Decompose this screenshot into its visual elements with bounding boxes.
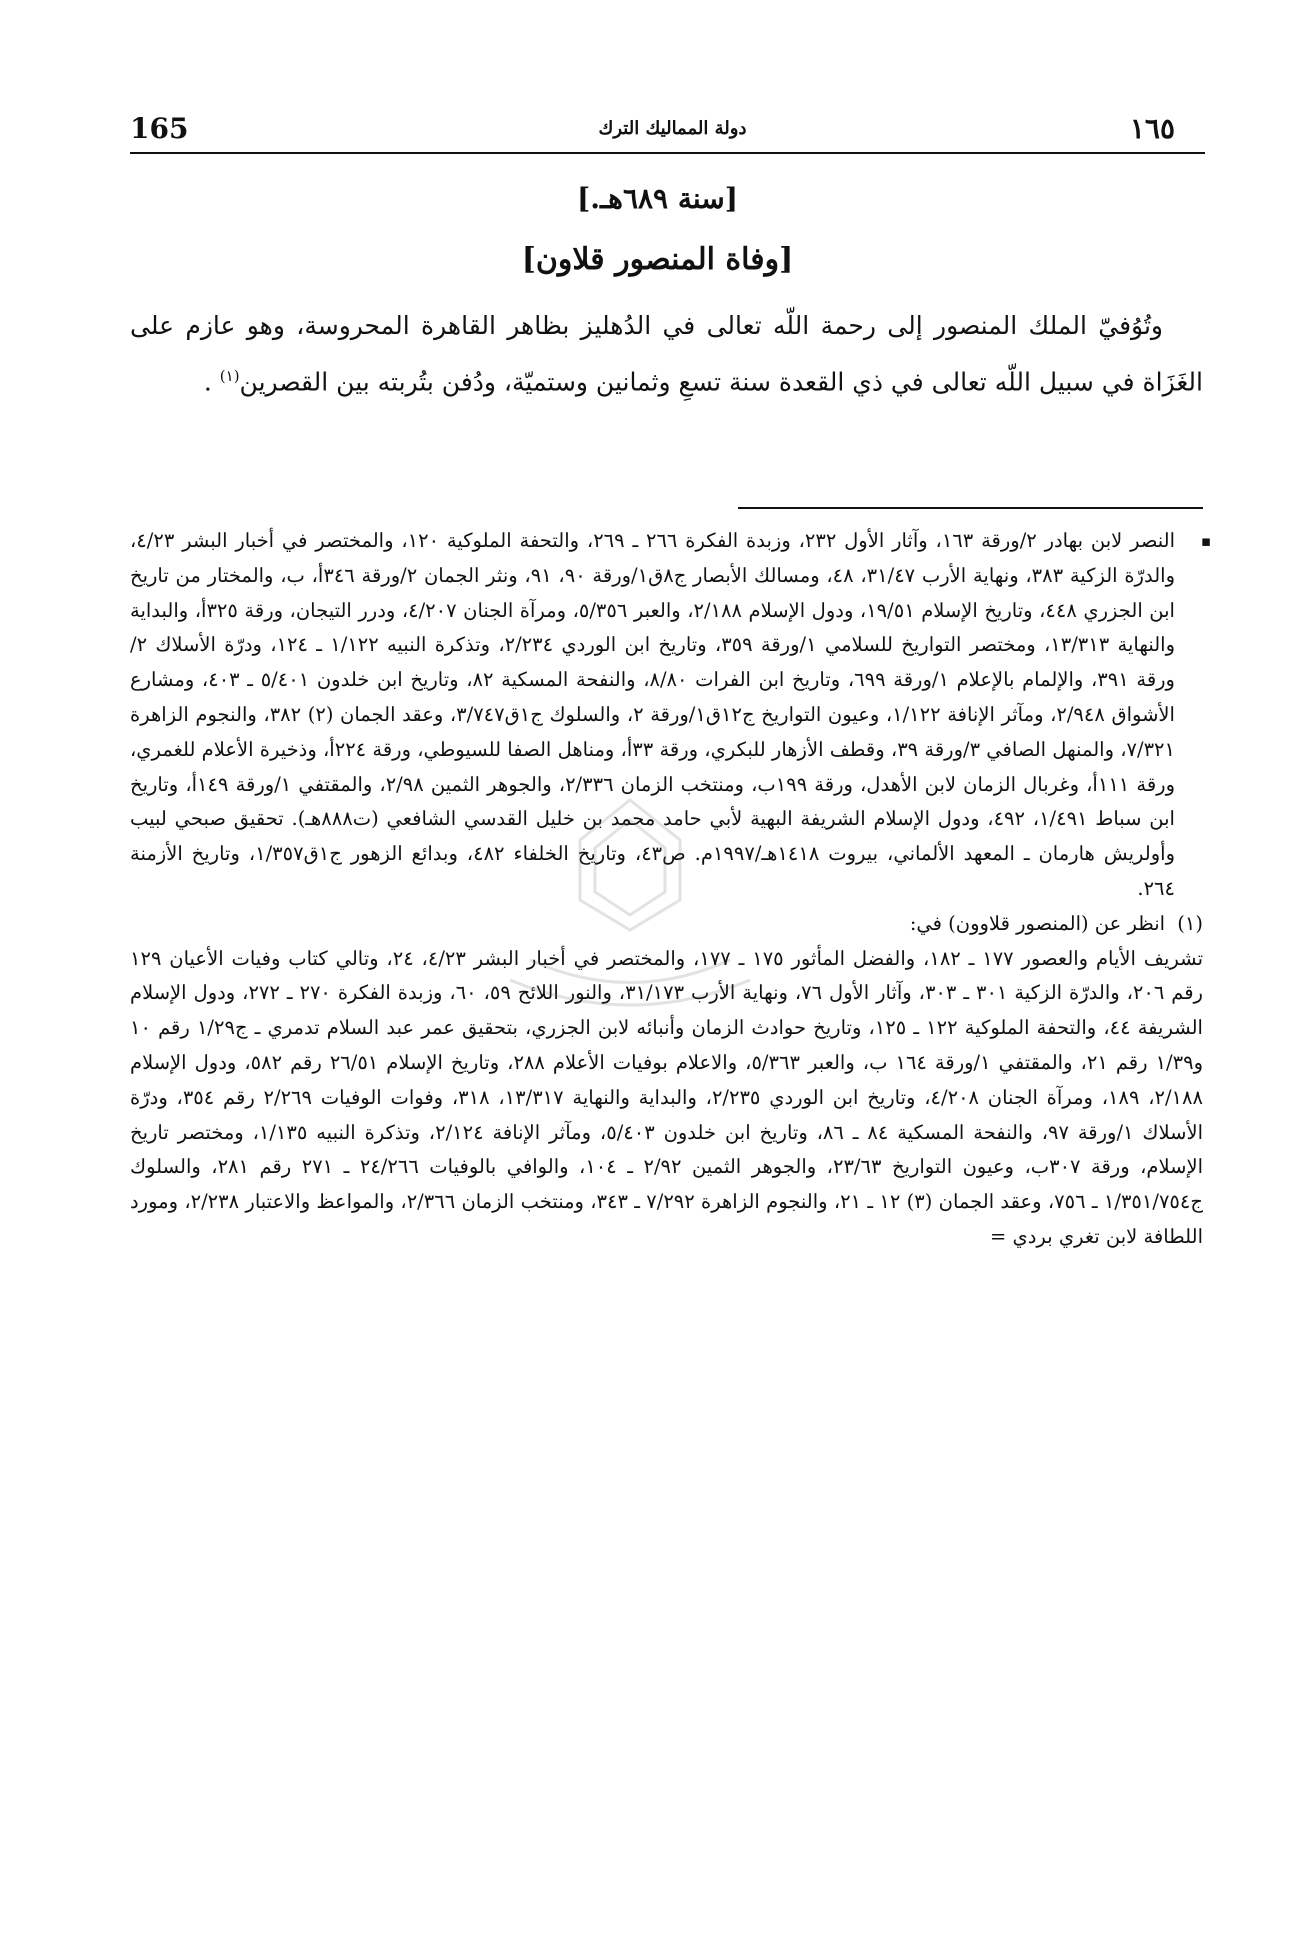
footnote-sources	[130, 524, 1211, 907]
footnote-continuation-marker: =	[989, 1224, 1007, 1248]
footnote-one-intro	[130, 907, 1203, 942]
page-number-latin: 165	[130, 112, 189, 145]
year-heading: [سنة ٦٨٩هـ.]	[576, 182, 738, 215]
running-title: دولة المماليك الترك	[598, 118, 747, 139]
header-rule	[130, 152, 1205, 154]
paragraph-text: وتُوُفيّ الملك المنصور إلى رحمة اللّه تعالى في الدُهليز بظاهر القاهرة المحروسة، وهو عازم على الغَزَاة في سبيل اللّه تعالى في ذي القعدة سنة تسعِ وثمانين وستميّة، ودُفن بتُربته بين القصرين	[130, 311, 1203, 397]
event-heading: [وفاة المنصور قلاون]	[521, 242, 794, 277]
footnote-separator	[738, 507, 1203, 509]
footnotes	[130, 524, 1211, 1255]
footnote-one-intro-text: انظر عن (المنصور قلاوون) في:	[909, 911, 1166, 935]
footnote-sources-text: النصر لابن بهادر ٢/ورقة ١٦٣، وآثار الأول ٢٣٢، وزبدة الفكرة ٢٦٦ ـ ٢٦٩، والتحفة الملوكية ١٢٠، والمختصر في أخبار البشر ٤/٢٣، والدرّة الزكية ٣٨٣، ونهاية الأرب ٣١/٤٧، ٤٨، ومسالك الأبصار ج٨ق١/ورقة ٩٠، ٩١، ونثر الجمان ٢/ورقة ٣٤٦أ، ب، والمختار من تاريخ ابن الجزري ٤٤٨، وتاريخ الإسلام ١٩/٥١، ودول الإسلام ٢/١٨٨، والعبر ٥/٣٥٦، ومرآة الجنان ٤/٢٠٧، ودرر التيجان، ورقة ٣٢٥أ، والبداية والنهاية ١٣/٣١٣، ومختصر التواريخ للسلامي ١/ورقة ٣٥٩، وتاريخ ابن الوردي ٢/٢٣٤، وتذكرة النبيه ١/١٢٢ ـ ١٢٤، ودرّة الأسلاك ٢/ورقة ٣٩١، والإلمام بالإعلام ١/ورقة ٦٩٩، وتاريخ ابن الفرات ٨/٨٠، والنفحة المسكية ٨٢، وتاريخ ابن خلدون ٥/٤٠١ ـ ٤٠٣، ومشارع الأشواق ٢/٩٤٨، ومآثر الإنافة ١/١٢٢، وعيون التواريخ ج١٢ق١/ورقة ٢، والسلوك ج١ق٣/٧٤٧، وعقد الجمان (٢) ٣٨٢، والنجوم الزاهرة ٧/٣٢١، والمنهل الصافي ٣/ورقة ٣٩، وقطف الأزهار للبكري، ورقة ٣٣أ، ومناهل الصفا للسيوطي، ورقة ٢٢٤أ، وذخيرة الأعلام للغمري، ورقة ١١١أ، وغربال الزمان لابن الأهدل، ورقة ١٩٩ب، ومنتخب الزمان ٢/٣٣٦، والجوهر الثمين ٢/٩٨، والمقتفي ١/ورقة ١٤٩أ، وتاريخ ابن سباط ١/٤٩١، ٤٩٢، ودول الإسلام الشريفة البهية لأبي حامد محمد بن خليل القدسي الشافعي (ت٨٨٨هـ). تحقيق صبحي لبيب وأولريش هارمان ـ المعهد الألماني، بيروت ١٤١٨هـ/١٩٩٧م. ص٤٣، وتاريخ الخلفاء ٤٨٢، وبدائع الزهور ج١ق١/٣٥٧، وتاريخ الأزمنة ٢٦٤.	[130, 529, 1175, 900]
main-paragraph	[130, 300, 1203, 407]
page-number-arabic: ١٦٥	[1129, 112, 1175, 145]
footnote-one-number: (١)	[1177, 911, 1203, 935]
footnote-star-marker: ▪	[1200, 532, 1211, 550]
footnote-one	[130, 942, 1203, 1255]
footnote-one-text: تشريف الأيام والعصور ١٧٧ ـ ١٨٢، والفضل المأثور ١٧٥ ـ ١٧٧، والمختصر في أخبار البشر ٤/٢٣، ٢٤، وتالي كتاب وفيات الأعيان ١٢٩ رقم ٢٠٦، والدرّة الزكية ٣٠١ ـ ٣٠٣، وآثار الأول ٧٦، ونهاية الأرب ٣١/١٧٣، والنور اللائح ٥٩، ٦٠، وزبدة الفكرة ٢٧٠ ـ ٢٧٢، ودول الإسلام الشريفة ٤٤، والتحفة الملوكية ١٢٢ ـ ١٢٥، وتاريخ حوادث الزمان وأنبائه لابن الجزري، بتحقيق عمر عبد السلام تدمري ـ ج١/٢٩ رقم ١٠ و١/٣٩ رقم ٢١، والمقتفي ١/ورقة ١٦٤ ب، والعبر ٥/٣٦٣، والاعلام بوفيات الأعلام ٢٨٨، وتاريخ الإسلام ٢٦/٥١ رقم ٥٨٢، ودول الإسلام ٢/١٨٨، ١٨٩، ومرآة الجنان ٤/٢٠٨، وتاريخ ابن الوردي ٢/٢٣٥، والبداية والنهاية ١٣/٣١٧، ٣١٨، وفوات الوفيات ٢/٢٦٩ رقم ٣٥٤، ودرّة الأسلاك ١/ورقة ٩٧، والنفحة المسكية ٨٤ ـ ٨٦، وتاريخ ابن خلدون ٥/٤٠٣، ومآثر الإنافة ٢/١٢٤، وتذكرة النبيه ١/١٣٥، ومختصر تاريخ الإسلام، ورقة ٣٠٧ب، وعيون التواريخ ٢٣/٦٣، والجوهر الثمين ٢/٩٢ ـ ١٠٤، والوافي بالوفيات ٢٤/٢٦٦ ـ ٢٧١ رقم ٢٨١، والسلوك ج١/٣٥١/٧٥٤ ـ ٧٥٦، وعقد الجمان (٣) ١٢ ـ ٢١، والنجوم الزاهرة ٧/٢٩٢ ـ ٣٤٣، ومنتخب الزمان ٢/٣٦٦، والمواعظ والاعتبار ٢/٢٣٨، ومورد اللطافة لابن تغري بردي	[130, 946, 1204, 1248]
running-header	[130, 112, 1215, 152]
footnote-reference: (١)	[219, 367, 240, 385]
paragraph-end-mark: .	[203, 367, 212, 397]
